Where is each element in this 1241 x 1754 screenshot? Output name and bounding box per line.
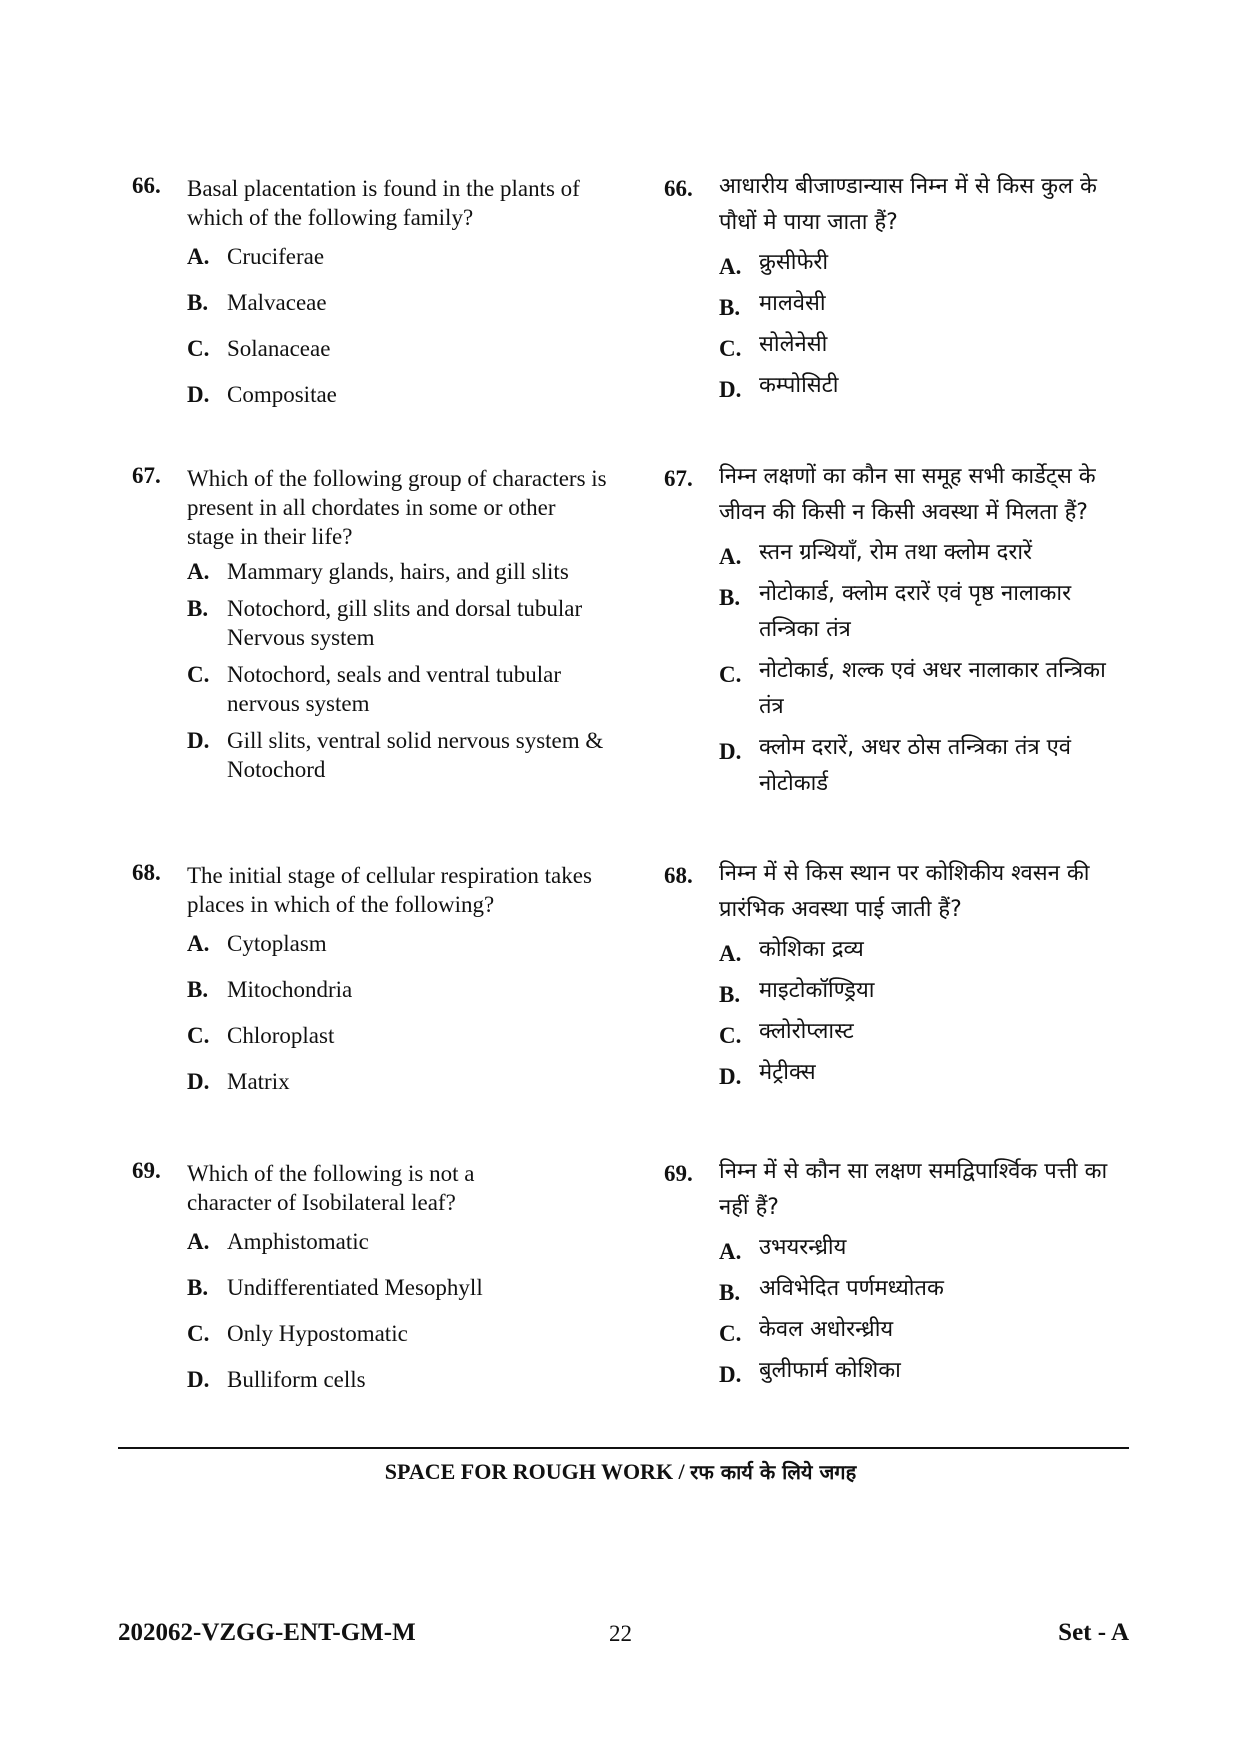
- question-number: 68.: [664, 863, 693, 888]
- option-letter: C.: [719, 1023, 742, 1048]
- page-number: 22: [609, 1621, 632, 1646]
- option-text: मालवेसी: [759, 291, 826, 316]
- option-text: Mitochondria: [227, 977, 353, 1002]
- option-letter: C.: [719, 1321, 742, 1346]
- question-text: निम्न लक्षणों का कौन सा समूह सभी कार्डेट्स के जीवन की किसी न किसी अवस्था में मिलता हैं?: [719, 464, 1096, 525]
- option-d[interactable]: [719, 1353, 1134, 1389]
- question-text: The initial stage of cellular respiration takes places in which of the following?: [187, 863, 592, 917]
- option-letter: D.: [719, 377, 742, 402]
- option-letter: A.: [719, 544, 742, 569]
- option-letter: C.: [187, 662, 210, 687]
- options-list: [187, 1227, 607, 1394]
- question-text: Which of the following is not a character of Isobilateral leaf?: [187, 1161, 475, 1215]
- option-text: Compositae: [227, 382, 337, 407]
- question-number: 69.: [664, 1161, 693, 1186]
- option-text: कम्पोसिटी: [759, 373, 839, 398]
- option-c[interactable]: [187, 334, 607, 363]
- option-d[interactable]: [187, 380, 607, 409]
- option-text: Chloroplast: [227, 1023, 335, 1048]
- option-text: Gill slits, ventral solid nervous system & Notochord: [227, 728, 604, 782]
- option-letter: D.: [187, 728, 210, 753]
- set-label: Set - A: [1058, 1619, 1129, 1646]
- option-letter: A.: [719, 941, 742, 966]
- option-text: क्लोम दरारें, अधर ठोस तन्त्रिका तंत्र एवं नोटोकार्ड: [759, 735, 1071, 796]
- option-letter: A.: [719, 1239, 742, 1264]
- options-list: [187, 929, 607, 1096]
- rough-work-english: SPACE FOR ROUGH WORK /: [384, 1459, 691, 1484]
- option-text: स्तन ग्रन्थियाँ, रोम तथा क्लोम दरारें: [759, 540, 1033, 565]
- option-b[interactable]: [187, 594, 607, 652]
- option-text: बुलीफार्म कोशिका: [759, 1358, 901, 1383]
- option-text: कोशिका द्रव्य: [759, 937, 864, 962]
- option-letter: D.: [187, 1069, 210, 1094]
- option-text: अविभेदित पर्णमध्योतक: [759, 1276, 944, 1301]
- option-b[interactable]: [719, 286, 1134, 322]
- option-letter: A.: [187, 1229, 210, 1254]
- paper-code: 202062-VZGG-ENT-GM-M: [118, 1619, 416, 1646]
- option-a[interactable]: [719, 932, 1134, 968]
- option-text: Undifferentiated Mesophyll: [227, 1275, 483, 1300]
- option-c[interactable]: [719, 653, 1134, 725]
- option-a[interactable]: [187, 557, 607, 586]
- option-a[interactable]: [719, 535, 1134, 571]
- option-letter: B.: [187, 977, 209, 1002]
- option-b[interactable]: [187, 1273, 607, 1302]
- option-text: Only Hypostomatic: [227, 1321, 408, 1346]
- option-d[interactable]: [719, 1055, 1134, 1091]
- option-c[interactable]: [187, 660, 607, 718]
- option-text: Cytoplasm: [227, 931, 327, 956]
- option-text: माइटोकॉण्ड्रिया: [759, 978, 875, 1003]
- option-letter: B.: [719, 585, 741, 610]
- question-text: निम्न में से कौन सा लक्षण समद्विपार्श्विक पत्ती का नहीं हैं?: [719, 1159, 1108, 1220]
- question-68-hi: [664, 856, 1134, 1096]
- option-letter: A.: [187, 244, 210, 269]
- question-69-hi: [664, 1154, 1134, 1394]
- option-letter: C.: [719, 336, 742, 361]
- question-number: 67.: [132, 463, 161, 488]
- option-letter: A.: [187, 559, 210, 584]
- question-69-en: [132, 1159, 607, 1411]
- options-list: [187, 242, 607, 409]
- option-text: Solanaceae: [227, 336, 331, 361]
- option-letter: C.: [187, 1023, 210, 1048]
- option-b[interactable]: [187, 288, 607, 317]
- option-text: केवल अधोरन्ध्रीय: [759, 1317, 894, 1342]
- options-list: [719, 932, 1134, 1091]
- option-text: मेट्रीक्स: [759, 1060, 816, 1085]
- question-66-hi: [664, 169, 1134, 409]
- option-letter: D.: [187, 1367, 210, 1392]
- option-b[interactable]: [719, 1271, 1134, 1307]
- option-letter: B.: [187, 1275, 209, 1300]
- options-list: [187, 557, 607, 784]
- option-d[interactable]: [719, 368, 1134, 404]
- option-d[interactable]: [187, 1067, 607, 1096]
- option-a[interactable]: [187, 1227, 607, 1256]
- option-text: Matrix: [227, 1069, 290, 1094]
- option-a[interactable]: [719, 1230, 1134, 1266]
- question-text: आधारीय बीजाण्डान्यास निम्न में से किस कुल के पौधों मे पाया जाता हैं?: [719, 174, 1097, 235]
- option-d[interactable]: [187, 1365, 607, 1394]
- option-letter: B.: [719, 295, 741, 320]
- question-number: 69.: [132, 1158, 161, 1183]
- option-b[interactable]: [187, 975, 607, 1004]
- option-letter: A.: [719, 254, 742, 279]
- options-list: [719, 1230, 1134, 1389]
- option-b[interactable]: [719, 576, 1134, 648]
- rough-work-label: [0, 1458, 1241, 1485]
- option-text: Malvaceae: [227, 290, 327, 315]
- option-letter: A.: [187, 931, 210, 956]
- question-67-hi: [664, 459, 1134, 807]
- option-letter: B.: [187, 290, 209, 315]
- question-number: 68.: [132, 860, 161, 885]
- option-a[interactable]: [187, 929, 607, 958]
- option-letter: B.: [187, 596, 209, 621]
- option-letter: C.: [187, 336, 210, 361]
- question-67-en: [132, 464, 607, 792]
- option-letter: B.: [719, 982, 741, 1007]
- option-a[interactable]: [187, 242, 607, 271]
- option-letter: B.: [719, 1280, 741, 1305]
- option-d[interactable]: [719, 730, 1134, 802]
- rough-work-divider: [118, 1447, 1129, 1449]
- question-text: निम्न में से किस स्थान पर कोशिकीय श्वसन की प्रारंभिक अवस्था पाई जाती हैं?: [719, 861, 1090, 922]
- option-text: नोटोकार्ड, शल्क एवं अधर नालाकार तन्त्रिका तंत्र: [759, 658, 1106, 719]
- option-letter: C.: [719, 662, 742, 687]
- option-c[interactable]: [719, 1014, 1134, 1050]
- option-c[interactable]: [187, 1319, 607, 1348]
- question-66-en: [132, 174, 607, 426]
- option-text: Cruciferae: [227, 244, 325, 269]
- question-68-en: [132, 861, 607, 1113]
- option-text: Mammary glands, hairs, and gill slits: [227, 559, 569, 584]
- option-text: क्रुसीफेरी: [759, 250, 829, 275]
- option-text: क्लोरोप्लास्ट: [759, 1019, 854, 1044]
- option-text: Bulliform cells: [227, 1367, 366, 1392]
- option-text: नोटोकार्ड, क्लोम दरारें एवं पृष्ठ नालाकार तन्त्रिका तंत्र: [759, 581, 1072, 642]
- option-letter: D.: [719, 1362, 742, 1387]
- question-number: 66.: [132, 173, 161, 198]
- option-a[interactable]: [719, 245, 1134, 281]
- option-letter: D.: [187, 382, 210, 407]
- option-text: Notochord, seals and ventral tubular nervous system: [227, 662, 562, 716]
- option-text: Notochord, gill slits and dorsal tubular Nervous system: [227, 596, 583, 650]
- option-letter: D.: [719, 1064, 742, 1089]
- option-text: उभयरन्ध्रीय: [759, 1235, 847, 1260]
- option-letter: D.: [719, 739, 742, 764]
- options-list: [719, 245, 1134, 404]
- option-d[interactable]: [187, 726, 607, 784]
- question-number: 67.: [664, 466, 693, 491]
- option-letter: C.: [187, 1321, 210, 1346]
- option-text: सोलेनेसी: [759, 332, 828, 357]
- option-text: Amphistomatic: [227, 1229, 369, 1254]
- option-c[interactable]: [719, 1312, 1134, 1348]
- question-text: Basal placentation is found in the plants of which of the following family?: [187, 176, 580, 230]
- option-b[interactable]: [719, 973, 1134, 1009]
- options-list: [719, 535, 1134, 802]
- rough-work-hindi: रफ कार्य के लिये जगह: [690, 1460, 857, 1484]
- option-c[interactable]: [719, 327, 1134, 363]
- option-c[interactable]: [187, 1021, 607, 1050]
- question-text: Which of the following group of characters is present in all chordates in some or other stage in their life?: [187, 466, 607, 549]
- question-number: 66.: [664, 176, 693, 201]
